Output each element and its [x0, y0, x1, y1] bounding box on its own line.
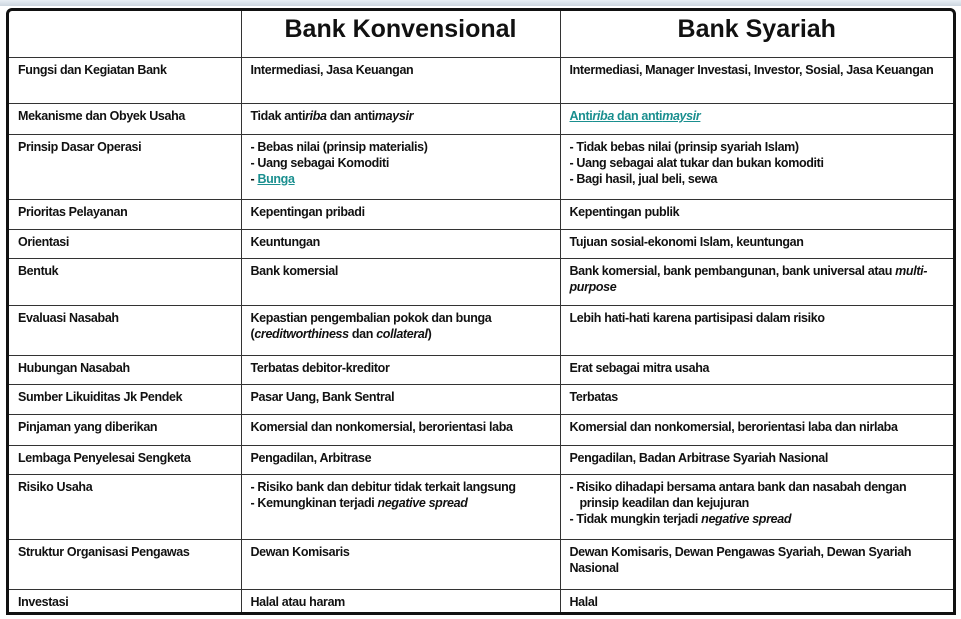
syariah-cell: Intermediasi, Manager Investasi, Investor, Sosial, Jasa Keuangan [560, 58, 953, 104]
header-bank-konvensional: Bank Konvensional [241, 11, 560, 58]
row-label: Hubungan Nasabah [9, 356, 241, 385]
line: - Tidak mungkin terjadi negative spread [569, 512, 792, 526]
syariah-cell: Kepentingan publik [560, 200, 953, 230]
table-row [9, 415, 953, 446]
comparison-table-frame [6, 8, 956, 615]
row-label: Struktur Organisasi Pengawas [9, 540, 241, 590]
table-row [9, 58, 953, 104]
table-row [9, 590, 953, 616]
konv-cell: Dewan Komisaris [241, 540, 560, 590]
syariah-cell: Komersial dan nonkomersial, berorientasi laba dan nirlaba [560, 415, 953, 446]
konv-cell: Intermediasi, Jasa Keuangan [241, 58, 560, 104]
row-label: Pinjaman yang diberikan [9, 415, 241, 446]
syariah-cell: Tujuan sosial-ekonomi Islam, keuntungan [560, 230, 953, 259]
table-row [9, 230, 953, 259]
header-empty [9, 11, 241, 58]
konv-cell: Terbatas debitor-kreditor [241, 356, 560, 385]
syariah-cell: Lebih hati-hati karena partisipasi dalam risiko [560, 306, 953, 356]
syariah-cell [560, 475, 953, 540]
line: - Uang sebagai Komoditi [250, 156, 389, 170]
table-row [9, 135, 953, 200]
line: - Bunga [250, 172, 295, 186]
konv-cell: Bank komersial [241, 259, 560, 306]
table-row [9, 104, 953, 135]
konv-cell [241, 475, 560, 540]
syariah-cell: Terbatas [560, 385, 953, 415]
row-label: Lembaga Penyelesai Sengketa [9, 446, 241, 475]
konv-cell: Kepentingan pribadi [241, 200, 560, 230]
header-bank-syariah: Bank Syariah [560, 11, 953, 58]
table-row [9, 356, 953, 385]
konv-cell [241, 104, 560, 135]
row-label: Bentuk [9, 259, 241, 306]
konv-cell: Kepastian pengembalian pokok dan bunga (creditworthiness dan collateral) [241, 306, 560, 356]
syariah-cell: Erat sebagai mitra usaha [560, 356, 953, 385]
table-row [9, 306, 953, 356]
table-row [9, 446, 953, 475]
table-row [9, 385, 953, 415]
konv-cell: Pasar Uang, Bank Sentral [241, 385, 560, 415]
italic-term: riba [305, 109, 327, 123]
table-row [9, 475, 953, 540]
line: - Bagi hasil, jual beli, sewa [569, 172, 718, 186]
row-label: Investasi [9, 590, 241, 616]
row-label: Fungsi dan Kegiatan Bank [9, 58, 241, 104]
syariah-cell [560, 135, 953, 200]
konv-cell [241, 135, 560, 200]
syariah-cell: Dewan Komisaris, Dewan Pengawas Syariah, Dewan Syariah Nasional [560, 540, 953, 590]
antiriba-link[interactable]: Antiriba dan antimaysir [569, 109, 701, 123]
konv-cell: Keuntungan [241, 230, 560, 259]
row-label: Prinsip Dasar Operasi [9, 135, 241, 200]
row-label: Prioritas Pelayanan [9, 200, 241, 230]
syariah-cell: Halal [560, 590, 953, 616]
row-label: Sumber Likuiditas Jk Pendek [9, 385, 241, 415]
konv-cell: Komersial dan nonkomersial, berorientasi laba [241, 415, 560, 446]
syariah-cell [560, 104, 953, 135]
row-label: Orientasi [9, 230, 241, 259]
italic-term: maysir [374, 109, 414, 123]
line: - Bebas nilai (prinsip materialis) [250, 140, 428, 154]
row-label: Mekanisme dan Obyek Usaha [9, 104, 241, 135]
line: - Uang sebagai alat tukar dan bukan komoditi [569, 156, 824, 170]
line: - Kemungkinan terjadi negative spread [250, 496, 468, 510]
text: dan anti [326, 109, 375, 123]
bunga-link[interactable]: Bunga [257, 172, 295, 186]
syariah-cell: Bank komersial, bank pembangunan, bank universal atau multi-purpose [560, 259, 953, 306]
table-row [9, 259, 953, 306]
window-top-bar [0, 0, 961, 6]
konv-cell: Pengadilan, Arbitrase [241, 446, 560, 475]
comparison-table [9, 11, 953, 615]
table-row [9, 200, 953, 230]
line: - Risiko dihadapi bersama antara bank dan nasabah dengan prinsip keadilan dan kejujuran [569, 480, 907, 510]
text: Tidak anti [250, 109, 306, 123]
line: - Risiko bank dan debitur tidak terkait langsung [250, 480, 516, 494]
table-header-row [9, 11, 953, 58]
row-label: Evaluasi Nasabah [9, 306, 241, 356]
row-label: Risiko Usaha [9, 475, 241, 540]
konv-cell: Halal atau haram [241, 590, 560, 616]
syariah-cell: Pengadilan, Badan Arbitrase Syariah Nasional [560, 446, 953, 475]
table-row [9, 540, 953, 590]
line: - Tidak bebas nilai (prinsip syariah Islam) [569, 140, 799, 154]
